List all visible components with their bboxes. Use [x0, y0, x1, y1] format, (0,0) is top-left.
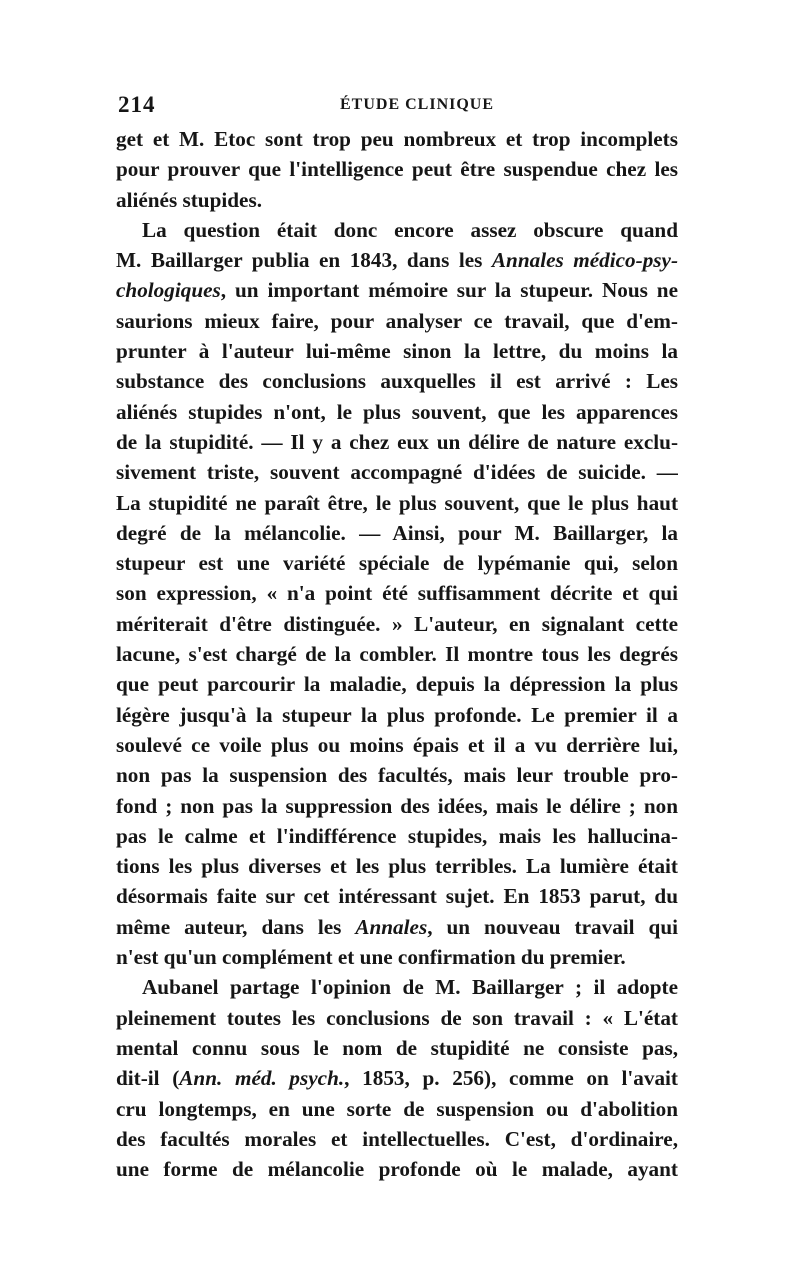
text-line: prunter à l'auteur lui-même sinon la lettre, du moins la: [116, 339, 678, 364]
paragraph-start-line: La question était donc encore assez obscure quand: [142, 217, 678, 242]
text-line: une forme de mélancolie profonde où le malade, ayant: [116, 1157, 678, 1182]
text-line: La stupidité ne paraît être, le plus souvent, que le plus haut: [116, 490, 678, 515]
page-header: [118, 92, 678, 120]
text-line: fond ; non pas la suppression des idées, mais le délire ; non: [116, 793, 678, 818]
text-line: pour prouver que l'intelligence peut être suspendue chez les: [116, 157, 678, 182]
text-line: désormais faite sur cet intéressant sujet. En 1853 parut, du: [116, 884, 678, 909]
text-line: degré de la mélancolie. — Ainsi, pour M. Baillarger, la: [116, 520, 678, 545]
text-line: get et M. Etoc sont trop peu nombreux et trop incomplets: [116, 127, 678, 151]
text-line: pas le calme et l'indifférence stupides, mais les hallucina-: [116, 823, 678, 848]
text-line: aliénés stupides n'ont, le plus souvent, que les apparences: [116, 399, 678, 424]
text-line: cru longtemps, en une sorte de suspension ou d'abolition: [116, 1096, 678, 1121]
text-line: saurions mieux faire, pour analyser ce travail, que d'em-: [116, 308, 678, 333]
italic-title: Annales médico-psy-: [491, 248, 678, 273]
text-line: chologiques, un important mémoire sur la stupeur. Nous ne: [116, 278, 678, 303]
text-line: que peut parcourir la maladie, depuis la dépression la plus: [116, 672, 678, 697]
text-line: soulevé ce voile plus ou moins épais et il a vu derrière lui,: [116, 732, 678, 757]
page-number: 214: [118, 92, 156, 117]
text-line: même auteur, dans les Annales, un nouveau travail qui: [116, 914, 678, 939]
text-line: de la stupidité. — Il y a chez eux un délire de nature exclu-: [116, 429, 678, 454]
italic-title: chologiques: [116, 278, 221, 303]
italic-title: Annales: [355, 914, 428, 939]
text-line: aliénés stupides.: [116, 187, 262, 212]
text-line: mental connu sous le nom de stupidité ne consiste pas,: [116, 1035, 678, 1060]
text-line: n'est qu'un complément et une confirmation du premier.: [116, 945, 626, 970]
text-line: sivement triste, souvent accompagné d'idées de suicide. —: [116, 460, 678, 485]
text-line: son expression, « n'a point été suffisamment décrite et qui: [116, 581, 678, 606]
text-line: dit-il (Ann. méd. psych., 1853, p. 256), comme on l'avait: [116, 1066, 678, 1091]
paragraph-start-line: Aubanel partage l'opinion de M. Baillarger ; il adopte: [142, 975, 678, 1000]
text-line: légère jusqu'à la stupeur la plus profonde. Le premier il a: [116, 702, 678, 727]
text-line: non pas la suspension des facultés, mais leur trouble pro-: [116, 763, 678, 788]
body-text: [116, 124, 678, 1184]
running-title: ÉTUDE CLINIQUE: [340, 96, 495, 113]
italic-citation: Ann. méd. psych.: [179, 1066, 345, 1091]
text-line: stupeur est une variété spéciale de lypémanie qui, selon: [116, 551, 678, 576]
text-line: lacune, s'est chargé de la combler. Il montre tous les degrés: [116, 642, 678, 667]
text-line: substance des conclusions auxquelles il est arrivé : Les: [116, 369, 678, 394]
text-line: M. Baillarger publia en 1843, dans les Annales médico-psy-: [116, 248, 678, 273]
text-line: des facultés morales et intellectuelles. C'est, d'ordinaire,: [116, 1126, 678, 1151]
text-line: pleinement toutes les conclusions de son travail : « L'état: [116, 1005, 678, 1030]
text-line: tions les plus diverses et les plus terribles. La lumière était: [116, 854, 678, 879]
text-line: mériterait d'être distinguée. » L'auteur, en signalant cette: [116, 611, 678, 636]
